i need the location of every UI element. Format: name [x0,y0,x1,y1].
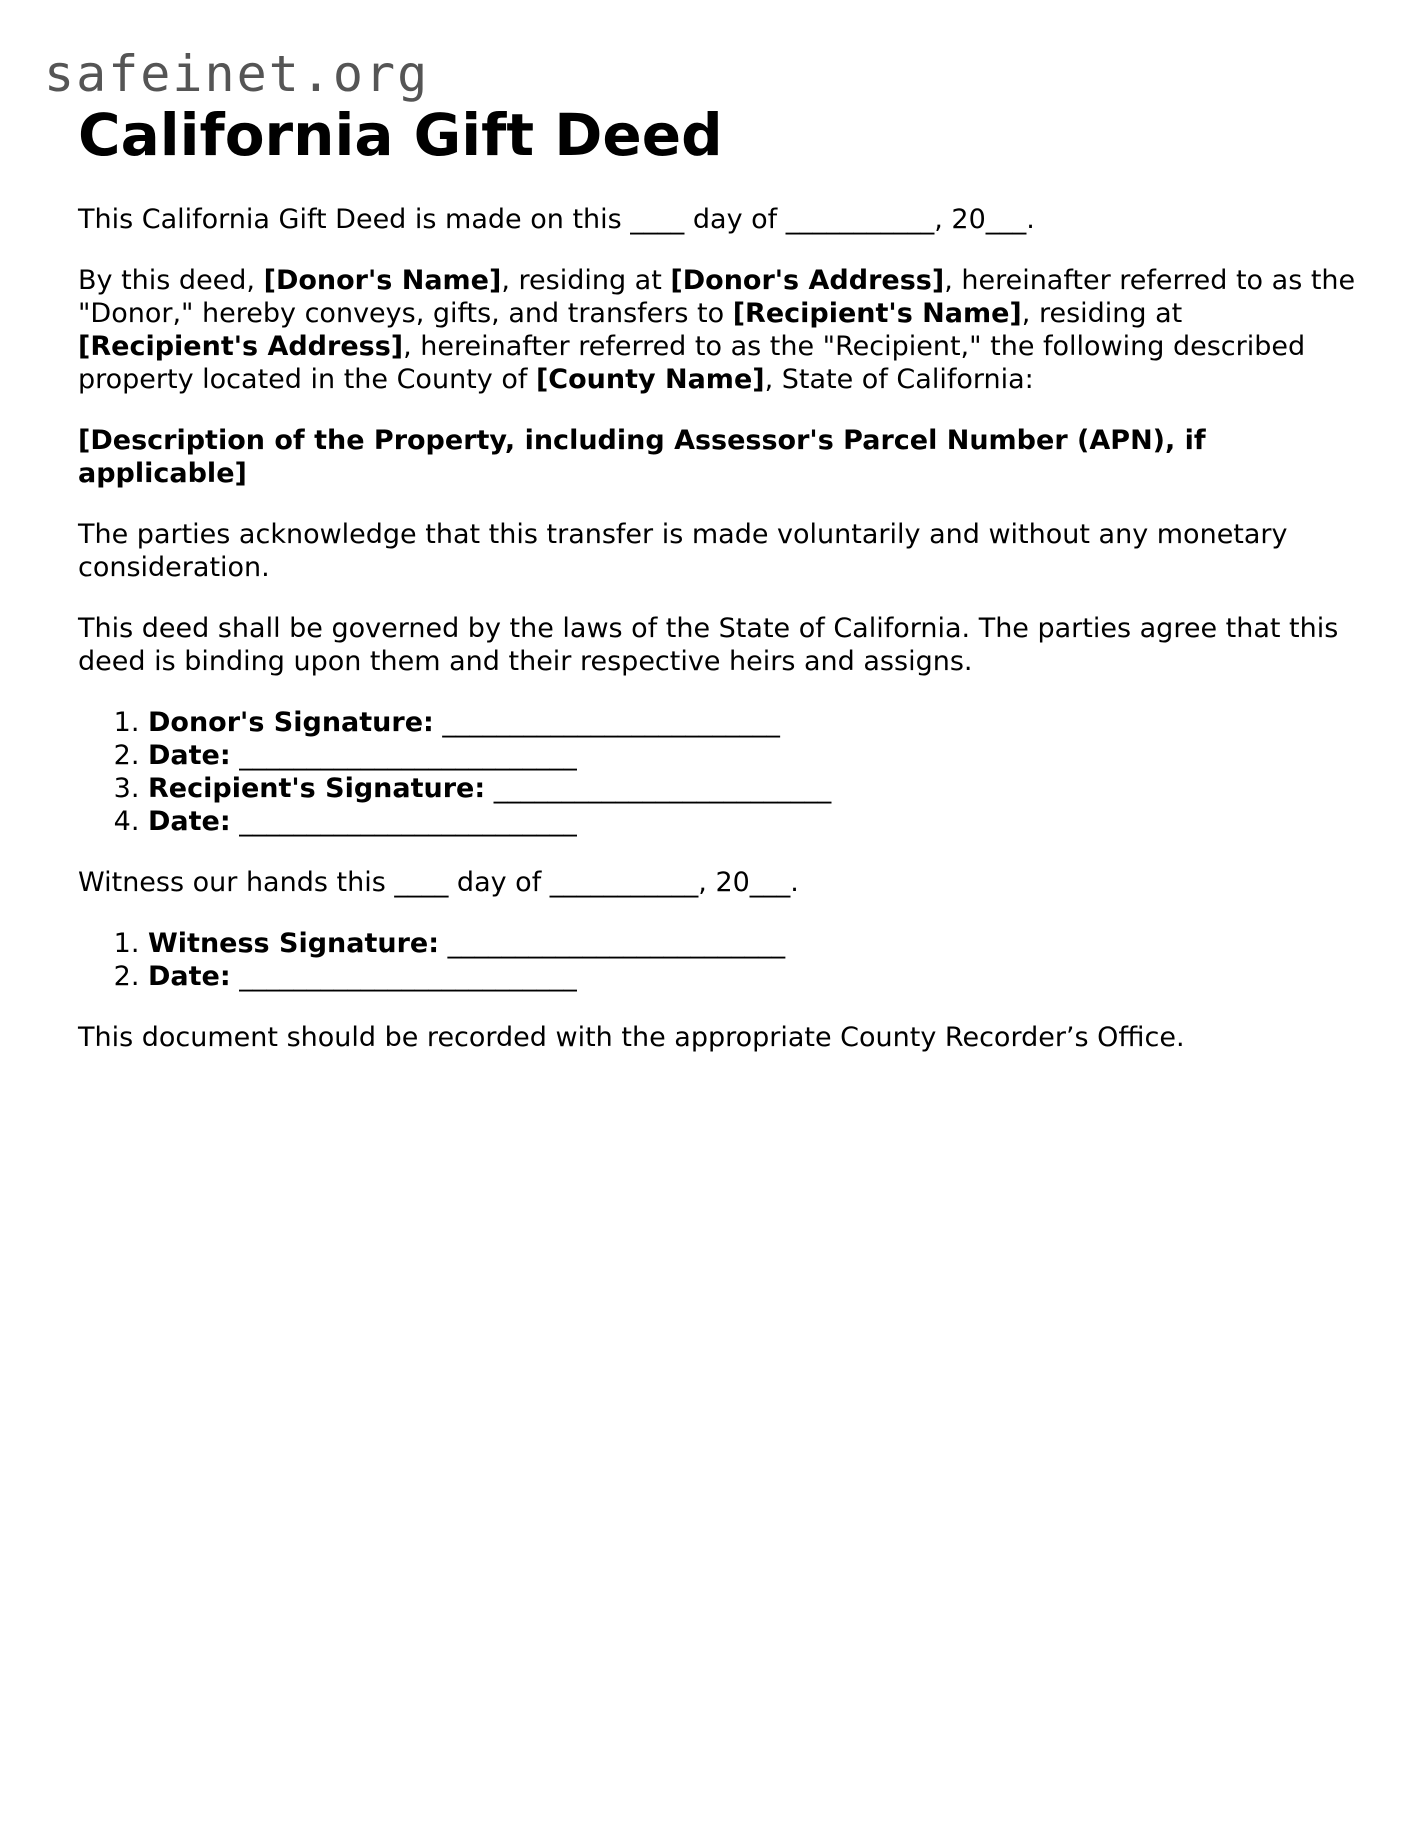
signature-label: Witness Signature: [148,928,440,959]
acknowledgment-paragraph: The parties acknowledge that this transfer is made voluntarily and without any monetary consideration. [78,519,1288,583]
signature-label: Date: [148,806,231,837]
conveyance-paragraph [78,264,1358,396]
conveyance-text: , hereinafter referred to as the "Donor," hereby conveys, gifts, and transfers to [78,265,1356,329]
witness-intro-paragraph: Witness our hands this ____ day of ___________, 20___. [78,867,799,898]
signature-line: _________________________ [485,773,832,804]
witness-signature-list [78,927,1358,993]
signature-list [78,706,1358,838]
property-description-placeholder: [Description of the Property, including Assessor's Parcel Number (APN), if applicable] [78,425,1206,489]
county-name-placeholder: [County Name] [535,364,765,395]
signature-label: Recipient's Signature: [148,773,486,804]
recipient-name-placeholder: [Recipient's Name] [732,298,1022,329]
conveyance-text: , residing at [1021,298,1183,329]
signature-line: _________________________ [433,707,780,738]
signature-item-recipient-date [148,805,1358,838]
signature-line: _________________________ [439,928,786,959]
page-title: California Gift Deed [78,101,723,169]
signature-line: _________________________ [230,961,577,992]
signature-item-witness-date [148,960,1358,993]
signature-item-donor [148,706,1358,739]
conveyance-text: , State of California: [764,364,1034,395]
signature-label: Donor's Signature: [148,707,434,738]
signature-item-recipient [148,772,1358,805]
intro-paragraph: This California Gift Deed is made on this ____ day of ___________, 20___. [78,204,1035,235]
governing-law-paragraph: This deed shall be governed by the laws of the State of California. The parties agree that this deed is binding upon them and their respective heirs and assigns. [78,613,1339,677]
signature-item-donor-date [148,739,1358,772]
signature-item-witness [148,927,1358,960]
conveyance-text: , residing at [501,265,671,296]
watermark: safeinet.org [44,45,430,103]
signature-label: Date: [148,740,231,771]
recipient-address-placeholder: [Recipient's Address] [78,331,404,362]
signature-line: _________________________ [230,740,577,771]
donor-name-placeholder: [Donor's Name] [263,265,502,296]
conveyance-text: , hereinafter referred to as the "Recipient," the following described property located in the County of [78,331,1306,395]
conveyance-text: By this deed, [78,265,264,296]
recording-note: This document should be recorded with the appropriate County Recorder’s Office. [78,1022,1185,1053]
donor-address-placeholder: [Donor's Address] [670,265,945,296]
signature-label: Date: [148,961,231,992]
document-body [78,203,1358,1082]
signature-line: _________________________ [230,806,577,837]
